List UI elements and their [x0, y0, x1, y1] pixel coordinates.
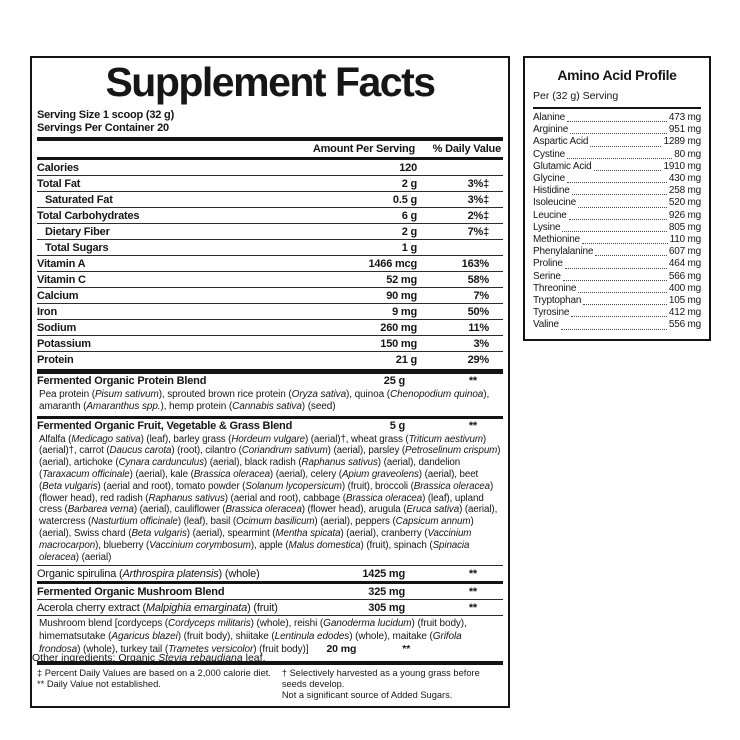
dot-leader [594, 170, 662, 171]
amino-acid-name: Proline [533, 258, 563, 270]
amount-column-header: Amount Per Serving [312, 143, 415, 156]
amino-acid-name: Leucine [533, 209, 567, 221]
nutrient-daily-value: 3%‡ [467, 193, 489, 206]
footnotes-left [37, 668, 282, 701]
amino-acid-name: Arginine [533, 124, 569, 136]
fruit-blend-section [37, 419, 503, 566]
ingredient-amount: 305 mg [368, 601, 405, 614]
dot-leader [567, 121, 667, 122]
amino-acid-name: Histidine [533, 185, 570, 197]
footnote-harvested: † Selectively harvested as a young grass before seeds develop. [281, 668, 480, 690]
nutrient-daily-value: 50% [467, 305, 489, 318]
nutrient-name: Total Fat [37, 177, 81, 190]
nutrient-name: Protein [37, 353, 74, 366]
amino-acid-value: 926 mg [668, 209, 701, 221]
list-item [533, 149, 701, 161]
amino-acid-name: Lysine [533, 221, 561, 233]
nutrient-amount: 1 g [401, 241, 417, 254]
protein-blend-row [37, 374, 503, 389]
blend-name: Fermented Organic Mushroom Blend [37, 585, 225, 598]
table-row [37, 239, 503, 255]
amino-acid-value: 80 mg [674, 148, 701, 160]
list-item [533, 271, 701, 283]
list-item [533, 124, 701, 136]
footnotes-right [282, 668, 503, 701]
table-row [37, 335, 503, 351]
blend-name: Fermented Organic Fruit, Vegetable & Grass Blend [37, 420, 293, 433]
list-item [533, 173, 701, 185]
amino-acid-name: Methionine [533, 234, 580, 246]
amino-acid-value: 258 mg [668, 185, 701, 197]
nutrient-name: Iron [37, 305, 57, 318]
nutrient-amount: 6 g [401, 209, 417, 222]
table-row [37, 255, 503, 271]
blend-name: Fermented Organic Protein Blend [37, 375, 207, 388]
fruit-blend-row [37, 419, 503, 434]
dot-leader [583, 304, 667, 305]
nutrient-daily-value: 3% [473, 337, 489, 350]
dot-leader [567, 158, 672, 159]
blend-daily-value: ** [468, 375, 477, 388]
list-item [533, 136, 701, 148]
nutrient-name: Potassium [37, 337, 91, 350]
amino-acid-name: Phenylalanine [533, 246, 594, 258]
servings-per-container: Servings Per Container 20 [37, 121, 169, 134]
nutrient-amount: 260 mg [380, 321, 417, 334]
protein-blend-description: Pea protein (Pisum sativum), sprouted brown rice protein (Oryza sativa), quinoa (Chenopodium quinoa), amaranth (Amaranthus spp.), hemp protein (Cannabis sativa) (seed) [39, 388, 490, 413]
ingredient-name: Organic spirulina (Arthrospira platensis) (whole) [37, 567, 260, 580]
amino-acid-name: Cystine [533, 148, 565, 160]
nutrient-daily-value: 58% [467, 273, 489, 286]
amino-panel-title: Amino Acid Profile [557, 67, 677, 83]
list-item [533, 197, 701, 209]
fruit-blend-description: Alfalfa (Medicago sativa) (leaf), barley grass (Hordeum vulgare) (aerial)†, wheat grass (Triticum aestivum) (aerial)†, carrot (Daucus carota) (root), cilantro (Coriandrum sativum) (aerial), parsley (Petroselinum crispum) (aerial), artichoke (Cynara cardunculus) (aerial), black radish (Raphanus sativus) (aerial), dandelion (Taraxacum officinale) (aerial), kale (Brassica oleracea) (aerial), celery (Apium graveolens) (aerial), beet (Beta vulgaris) (aerial and root), tomato powder (Solanum lycopersicum) (fruit), broccoli (Brassica oleracea) (flower head), red radish (Raphanus sativus) (aerial and root), cabbage (Brassica oleracea) (leaf), upland cress (Barbarea verna) (aerial), cauliflower (Brassica oleracea) (flower head), arugula (Eruca sativa) (aerial), watercress (Nasturtium officinale) (leaf), basil (Ocimum basilicum) (aerial), peppers (Capsicum annum) (aerial), Swiss chard (Beta vulgaris) (aerial), spearmint (Mentha spicata) (aerial), cranberry (Vaccinium macrocarpon), blueberry (Vaccinium corymbosum), apple (Malus domestica) (fruit), spinach (Spinacia oleracea) (aerial) [39, 433, 501, 563]
nutrient-amount: 90 mg [386, 289, 417, 302]
list-item [533, 319, 701, 331]
ingredient-amount: 20 mg [326, 643, 357, 656]
nutrient-name: Dietary Fiber [45, 225, 110, 238]
list-item [533, 307, 701, 319]
supplement-facts-panel [30, 56, 510, 708]
amino-acid-value: 464 mg [668, 258, 701, 270]
nutrient-amount: 1466 mcg [368, 257, 417, 270]
blend-amount: 5 g [389, 420, 405, 433]
nutrient-name: Saturated Fat [45, 193, 113, 206]
amino-acid-name: Isoleucine [533, 197, 577, 209]
nutrient-amount: 2 g [401, 177, 417, 190]
mushroom-blend-row [37, 584, 503, 599]
nutrient-name: Sodium [37, 321, 77, 334]
blend-amount: 325 mg [368, 585, 405, 598]
dot-leader [595, 255, 667, 256]
amino-acid-value: 556 mg [668, 319, 701, 331]
dot-leader [567, 182, 667, 183]
amino-acid-value: 430 mg [668, 173, 701, 185]
table-row [37, 287, 503, 303]
nutrient-daily-value: 7% [473, 289, 489, 302]
nutrient-daily-value: 11% [468, 321, 489, 334]
list-item [533, 258, 701, 270]
dot-leader [570, 133, 667, 134]
nutrient-amount: 150 mg [380, 337, 417, 350]
dot-leader [562, 231, 667, 232]
amino-acid-value: 566 mg [668, 270, 701, 282]
protein-blend-section [37, 374, 503, 416]
serving-size: Serving Size 1 scoop (32 g) [37, 108, 175, 121]
dot-leader [561, 329, 667, 330]
blend-amount: 25 g [383, 375, 405, 388]
table-row [37, 319, 503, 335]
nutrient-daily-value: 7%‡ [467, 225, 489, 238]
ingredient-daily-value: ** [402, 643, 411, 656]
list-item [533, 185, 701, 197]
spirulina-row [37, 565, 503, 581]
nutrient-amount: 0.5 g [392, 193, 417, 206]
amino-acid-value: 412 mg [668, 307, 701, 319]
nutrient-name: Vitamin C [37, 273, 86, 286]
amino-acid-value: 105 mg [668, 295, 701, 307]
dot-leader [578, 292, 667, 293]
nutrient-name: Total Carbohydrates [37, 209, 140, 222]
nutrient-daily-value: 2%‡ [467, 209, 489, 222]
blend-daily-value: ** [468, 585, 477, 598]
amino-acid-name: Tyrosine [533, 307, 570, 319]
dot-leader [571, 316, 667, 317]
amino-acid-name: Alanine [533, 112, 565, 123]
footnote-dv-not-established: ** Daily Value not established. [37, 679, 161, 690]
nutrient-daily-value: 163% [461, 257, 489, 270]
nutrient-daily-value: 3%‡ [467, 177, 489, 190]
amino-acid-name: Aspartic Acid [533, 136, 589, 148]
amino-acid-name: Tryptophan [533, 295, 582, 307]
list-item [533, 222, 701, 234]
table-row [37, 160, 503, 175]
list-item [533, 295, 701, 307]
dot-leader [563, 280, 667, 281]
footnotes [37, 665, 503, 702]
column-header-row [37, 141, 503, 157]
amino-acid-panel [523, 56, 711, 341]
blend-daily-value: ** [468, 420, 477, 433]
amino-acid-value: 110 mg [669, 234, 701, 246]
table-row [37, 271, 503, 287]
table-row [37, 207, 503, 223]
dot-leader [569, 219, 667, 220]
amino-acid-name: Valine [533, 319, 559, 331]
list-item [533, 234, 701, 246]
amino-acid-list [533, 112, 701, 332]
amino-acid-name: Glycine [533, 173, 565, 185]
amino-acid-value: 951 mg [668, 124, 701, 136]
dot-leader [590, 146, 661, 147]
amino-acid-name: Threonine [533, 282, 577, 294]
amino-acid-name: Glutamic Acid [533, 160, 592, 172]
amino-acid-value: 607 mg [668, 246, 701, 258]
nutrient-amount: 2 g [401, 225, 417, 238]
amino-acid-value: 473 mg [668, 112, 701, 123]
table-row [37, 191, 503, 207]
mushroom-blend-text: Mushroom blend [cordyceps (Cordyceps militaris) (whole), reishi (Ganoderma lucidum) (fruit body), himematsutake (Agaricus blazei) (fruit body), shiitake (Lentinula edodes) (whole), maitake (Grifola frondosa) (whole), turkey tail (Trametes versicolor) (fruit body)] [39, 618, 467, 656]
ingredient-name: Acerola cherry extract (Malpighia emarginata) (fruit) [37, 601, 278, 614]
acerola-row [37, 599, 503, 615]
nutrient-name: Vitamin A [37, 257, 86, 270]
dot-leader [565, 268, 667, 269]
footnote-dv-basis: ‡ Percent Daily Values are based on a 2,000 calorie diet. [37, 668, 271, 679]
panel-title: Supplement Facts [105, 59, 435, 105]
ingredient-daily-value: ** [468, 601, 477, 614]
nutrient-name: Total Sugars [45, 241, 109, 254]
nutrient-amount: 21 g [395, 353, 417, 366]
list-item [533, 112, 701, 124]
dv-column-header: % Daily Value [432, 143, 501, 156]
table-row [37, 351, 503, 367]
dot-leader [572, 194, 667, 195]
nutrient-name: Calcium [37, 289, 79, 302]
amino-acid-value: 400 mg [668, 282, 701, 294]
dot-leader [582, 243, 668, 244]
amino-acid-name: Serine [533, 270, 561, 282]
list-item [533, 246, 701, 258]
ingredient-daily-value: ** [468, 567, 477, 580]
ingredient-amount: 1425 mg [362, 567, 405, 580]
list-item [533, 161, 701, 173]
dot-leader [578, 207, 667, 208]
list-item [533, 210, 701, 222]
amino-acid-value: 1910 mg [663, 160, 701, 172]
table-row [37, 223, 503, 239]
other-ingredients: Other ingredients: Organic Stevia rebaudiana leaf. [32, 652, 266, 664]
nutrient-amount: 9 mg [392, 305, 417, 318]
list-item [533, 283, 701, 295]
amino-acid-value: 1289 mg [663, 136, 701, 148]
footnote-added-sugars: Not a significant source of Added Sugars. [281, 690, 453, 701]
nutrient-name: Calories [37, 161, 79, 174]
amino-acid-value: 805 mg [668, 221, 701, 233]
amino-panel-subtitle: Per (32 g) Serving [533, 90, 701, 109]
nutrient-table [37, 160, 503, 367]
nutrient-amount: 52 mg [386, 273, 417, 286]
table-row [37, 303, 503, 319]
amino-acid-value: 520 mg [668, 197, 701, 209]
nutrient-daily-value: 29% [467, 353, 489, 366]
table-row [37, 175, 503, 191]
nutrient-amount: 120 [399, 161, 417, 174]
